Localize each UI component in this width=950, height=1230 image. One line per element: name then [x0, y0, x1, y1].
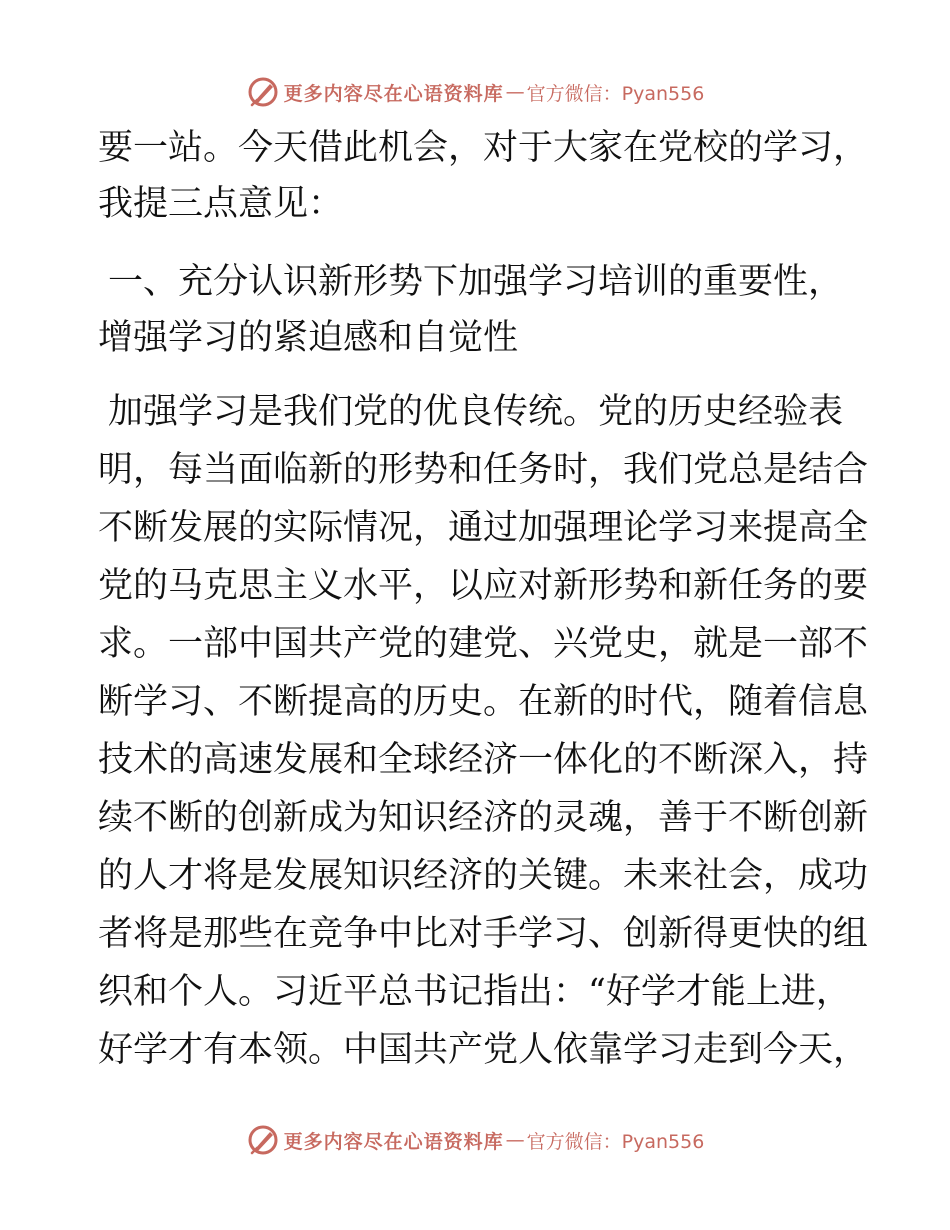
- watermark-site-text: 更多内容尽在心语资料库: [283, 82, 504, 105]
- section-heading-line: 一、充分认识新形势下加强学习培训的重要性，: [108, 262, 844, 302]
- body-line: 好学才有本领。中国共产党人依靠学习走到今天，: [98, 1030, 869, 1070]
- watermark-separator: —: [505, 81, 525, 103]
- body-line: 明，每当面临新的形势和任务时，我们党总是结合: [98, 450, 869, 490]
- header-watermark: [0, 72, 950, 112]
- quill-badge-icon: [246, 75, 280, 109]
- body-line: 党的马克思主义水平，以应对新形势和新任务的要: [98, 566, 869, 606]
- body-line: 技术的高速发展和全球经济一体化的不断深入，持: [98, 740, 869, 780]
- body-line: 续不断的创新成为知识经济的灵魂，善于不断创新: [98, 798, 869, 838]
- section-heading-line: 增强学习的紧迫感和自觉性: [98, 318, 519, 358]
- body-line: 织和个人。习近平总书记指出：“好学才能上进，: [98, 972, 851, 1012]
- quill-badge-icon: [246, 1123, 280, 1157]
- body-line: 求。一部中国共产党的建党、兴党史，就是一部不: [98, 624, 869, 664]
- watermark-contact-text: 官方微信：Pyan556: [526, 82, 705, 105]
- body-line: 要一站。今天借此机会，对于大家在党校的学习，: [98, 128, 869, 168]
- body-line: 者将是那些在竞争中比对手学习、创新得更快的组: [98, 914, 869, 954]
- watermark-site-text: 更多内容尽在心语资料库: [283, 1130, 504, 1153]
- body-line: 断学习、不断提高的历史。在新的时代，随着信息: [98, 682, 869, 722]
- watermark-separator: —: [505, 1129, 525, 1151]
- footer-watermark: [0, 1120, 950, 1160]
- body-line: 加强学习是我们党的优良传统。党的历史经验表: [108, 392, 844, 432]
- watermark-contact-text: 官方微信：Pyan556: [526, 1130, 705, 1153]
- body-line: 的人才将是发展知识经济的关键。未来社会，成功: [98, 856, 869, 896]
- body-line: 我提三点意见：: [98, 184, 344, 224]
- body-line: 不断发展的实际情况，通过加强理论学习来提高全: [98, 508, 869, 548]
